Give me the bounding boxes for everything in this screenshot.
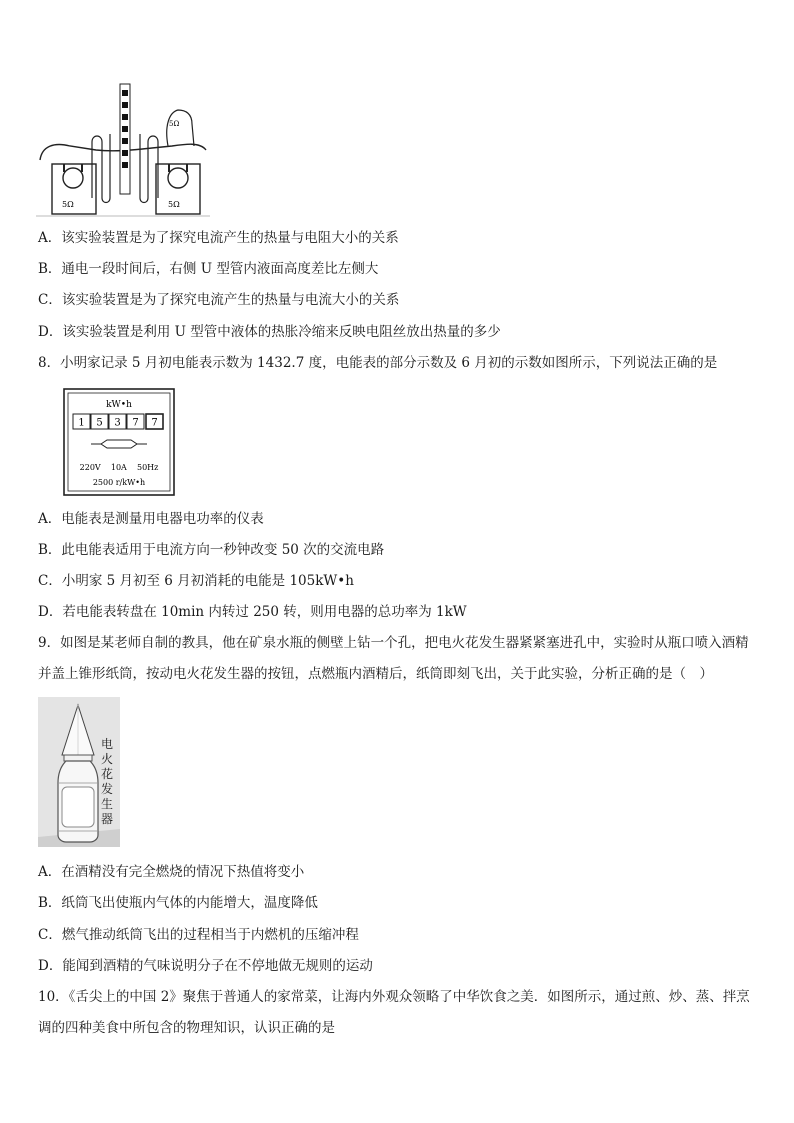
joule-heating-apparatus-figure — [36, 80, 210, 218]
meter-unit: kW•h — [106, 400, 132, 410]
meter-digit-5: 7 — [151, 417, 158, 429]
q9-option-a: A．在酒精没有完全燃烧的情况下热值将变小 — [38, 864, 305, 880]
q8-stem: 8．小明家记录 5 月初电能表示数为 1432.7 度，电能表的部分示数及 6 月初的示数如图所示，下列说法正确的是 — [38, 355, 718, 371]
meter-revolutions: 2500 r/kW•h — [92, 478, 146, 487]
right-resistor-label: 5Ω — [168, 200, 180, 209]
q9-stem: 9．如图是某老师自制的教具，他在矿泉水瓶的侧壁上钻一个孔，把电火花发生器紧紧塞进孔中，实验时从瓶口喷入酒精并盖上锥形纸筒，按动电火花发生器的按钮，点燃瓶内酒精后，纸筒即刻飞出，关于此实验，分析正确的是（ ） — [38, 635, 749, 682]
left-resistor-label: 5Ω — [62, 200, 74, 209]
q9-option-b: B．纸筒飞出使瓶内气体的内能增大，温度降低 — [38, 895, 318, 911]
q7-option-b: B．通电一段时间后，右侧 U 型管内液面高度差比左侧大 — [38, 261, 379, 277]
q8-option-a: A．电能表是测量用电器电功率的仪表 — [38, 511, 264, 527]
q8-option-b: B．此电能表适用于电流方向一秒钟改变 50 次的交流电路 — [38, 542, 385, 558]
q8-option-c: C．小明家 5 月初至 6 月初消耗的电能是 105kW•h — [38, 573, 354, 589]
meter-digit-2: 5 — [96, 417, 103, 429]
meter-digit-1: 1 — [78, 417, 85, 429]
spark-generator-label: 电 火 花 发 生 器 — [100, 737, 113, 826]
meter-specs: 220V 10A 50Hz — [79, 463, 159, 472]
meter-digit-3: 3 — [114, 417, 121, 429]
meter-digits — [73, 414, 163, 429]
q7-option-c: C．该实验装置是为了探究电流产生的热量与电流大小的关系 — [38, 292, 400, 308]
parallel-resistor-label: 5Ω — [169, 120, 180, 128]
q9-option-d: D．能闻到酒精的气味说明分子在不停地做无规则的运动 — [38, 958, 373, 974]
electricity-meter-figure — [63, 388, 175, 496]
q7-option-d: D．该实验装置是利用 U 型管中液体的热胀冷缩来反映电阻丝放出热量的多少 — [38, 324, 501, 340]
meter-digit-4: 7 — [132, 417, 139, 429]
q10-stem: 10．《舌尖上的中国 2》聚焦于普通人的家常菜，让海内外观众领略了中华饮食之美．如图所示，通过煎、炒、蒸、拌烹调的四种美食中所包含的物理知识，认识正确的是 — [38, 989, 750, 1036]
spark-bottle-figure — [38, 697, 120, 847]
q7-option-a: A．该实验装置是为了探究电流产生的热量与电阻大小的关系 — [38, 230, 399, 246]
q8-option-d: D．若电能表转盘在 10min 内转过 250 转，则用电器的总功率为 1kW — [38, 604, 467, 620]
q9-option-c: C．燃气推动纸筒飞出的过程相当于内燃机的压缩冲程 — [38, 927, 359, 943]
